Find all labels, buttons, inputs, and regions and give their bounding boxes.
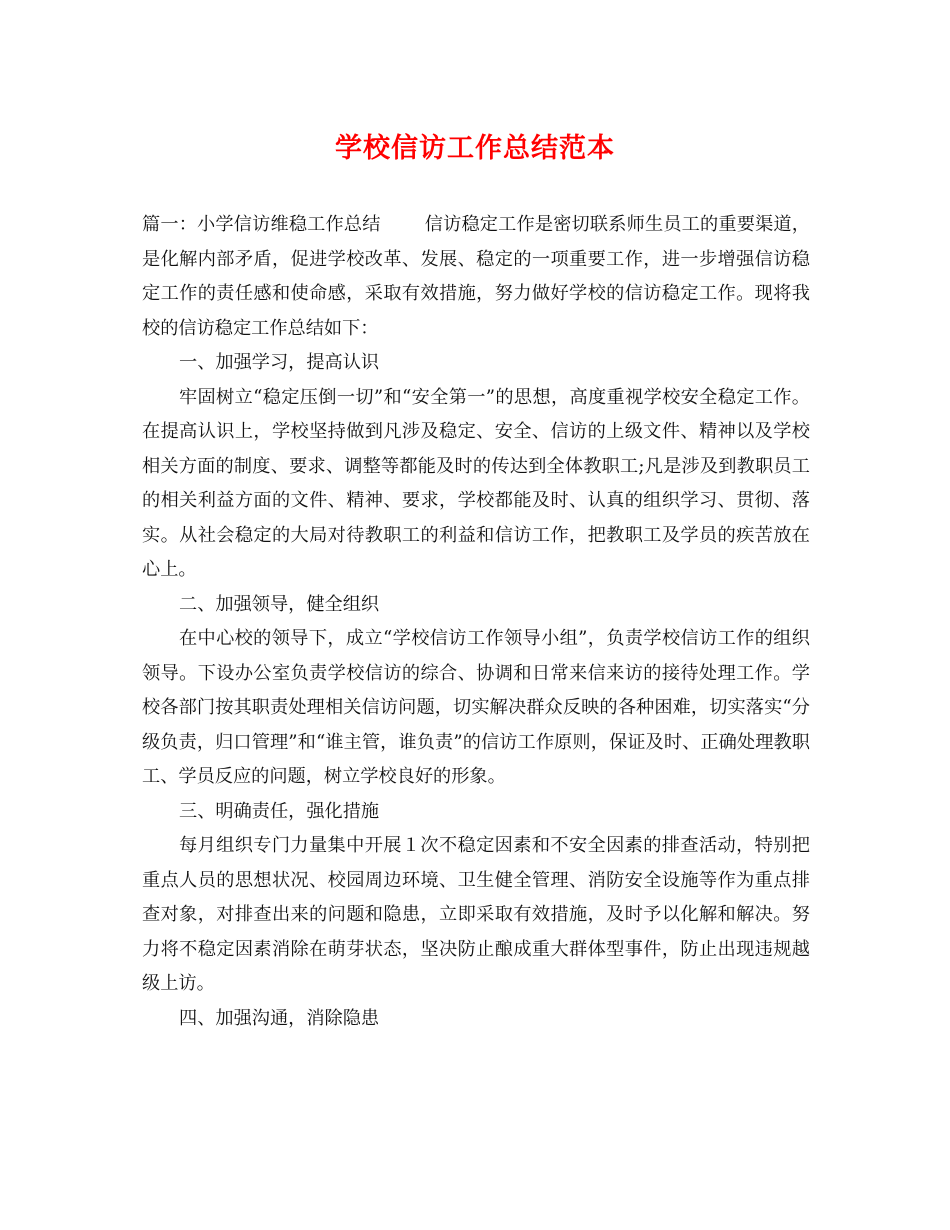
section-heading-1: 一、加强学习，提高认识 xyxy=(179,352,380,373)
section-body-3: 每月组织专门力量集中开展１次不稳定因素和不安全因素的排查活动，特别把重点人员的思想状况、校园周边环境、卫生健全管理、消防安全设施等作为重点排查对象，对排查出来的问题和隐患，立即采取有效措施，及时予以化解和解决。努力将不稳定因素消除在萌芽状态，坚决防止酿成重大群体型事件，防止出现违规越级上访。 xyxy=(142,835,810,994)
document-body xyxy=(142,208,810,1036)
section-heading-4: 四、加强沟通，消除隐患 xyxy=(179,1007,380,1029)
document-title: 学校信访工作总结范本 xyxy=(335,133,615,164)
section-heading-2: 二、加强领导，健全组织 xyxy=(179,593,380,615)
section-body-2: 在中心校的领导下，成立“学校信访工作领导小组”，负责学校信访工作的组织领导。下设办公室负责学校信访的综合、协调和日常来信来访的接待处理工作。学校各部门按其职责处理相关信访问题，切实解决群众反映的各种困难，切实落实“分级负责，归口管理”和“谁主管，谁负责”的信访工作原则，保证及时、正确处理教职工、学员反应的问题，树立学校良好的形象。 xyxy=(142,628,810,787)
intro-text: 信访稳定工作是密切联系师生员工的重要渠道，是化解内部矛盾，促进学校改革、发展、稳定的一项重要工作，进一步增强信访稳定工作的责任感和使命感，采取有效措施，努力做好学校的信访稳定工作。现将我校的信访稳定工作总结如下： xyxy=(142,214,810,339)
section-heading-3: 三、明确责任，强化措施 xyxy=(179,800,380,822)
intro-heading: 篇一：小学信访维稳工作总结 xyxy=(142,214,381,235)
intro-paragraph xyxy=(142,208,810,346)
section-body-1: 牢固树立“稳定压倒一切”和“安全第一”的思想，高度重视学校安全稳定工作。在提高认识上，学校坚持做到凡涉及稳定、安全、信访的上级文件、精神以及学校相关方面的制度、要求、调整等都能及时的传达到全体教职工;凡是涉及到教职员工的相关利益方面的文件、精神、要求，学校都能及时、认真的组织学习、贯彻、落实。从社会稳定的大局对待教职工的利益和信访工作，把教职工及学员的疾苦放在心上。 xyxy=(142,386,810,580)
